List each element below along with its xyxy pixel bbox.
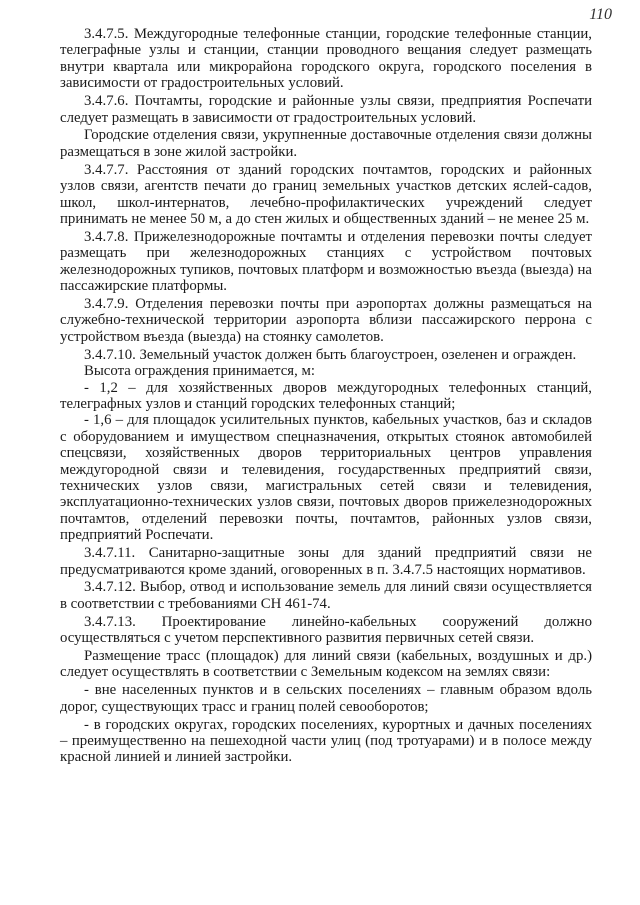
paragraph-3-4-7-8: 3.4.7.8. Прижелезнодорожные почтамты и отделения перевозки почты следует размещать при железнодорожных станциях с устройством почтовых железнодорожных тупиков, почтовых платформ и возможностью въезда (выезда) на пассажирские платформы. [60, 228, 592, 295]
paragraph-3-4-7-11: 3.4.7.11. Санитарно-защитные зоны для зданий предприятий связи не предусматриваются кроме зданий, оговоренных в п. 3.4.7.5 настоящих нормативов. [60, 545, 592, 578]
paragraph-3-4-7-5: 3.4.7.5. Междугородные телефонные станции, городские телефонные станции, телеграфные узлы и станции, станции проводного вещания следует размещать внутри квартала или микрорайона городского округа, городского поселения в зависимости от градостроительных условий. [60, 26, 592, 92]
list-item-urban-districts: - в городских округах, городских поселениях, курортных и дачных поселениях – преимущественно на пешеходной части улиц (под тротуарами) и в полосе между красной линией и линией застройки. [60, 716, 592, 766]
paragraph-3-4-7-7: 3.4.7.7. Расстояния от зданий городских почтамтов, городских и районных узлов связи, агентств печати до границ земельных участков детских яслей-садов, школ, школ-интернатов, лечебно-профилактических учреждений следует принимать не менее 50 м, а до стен жилых и общественных зданий – не менее 25 м. [60, 161, 592, 227]
list-item-fence-1-6: - 1,6 – для площадок усилительных пунктов, кабельных участков, баз и складов с оборудованием и имуществом спецназначения, открытых стоянок автомобилей спецсвязи, хозяйственных дворов территориальных центров управления междугородной связи и телевидения, государственных предприятий связи, технических узлов связи, магистральных сетей связи и телевидения, эксплуатационно-технических узлов связи, почтовых дворов прижелезнодорожных почтамтов, отделений перевозки почты, почтамтов, районных узлов связи, предприятий Роспечати. [60, 412, 592, 544]
paragraph-3-4-7-9: 3.4.7.9. Отделения перевозки почты при аэропортах должны размещаться на служебно-технической территории аэропорта вблизи пассажирского перрона с устройством въезда (выезда) на стоянку самолетов. [60, 296, 592, 345]
paragraph-route-placement: Размещение трасс (площадок) для линий связи (кабельных, воздушных и др.) следует осуществлять в соответствии с Земельным кодексом на землях связи: [60, 648, 592, 681]
paragraph-3-4-7-12: 3.4.7.12. Выбор, отвод и использование земель для линий связи осуществляется в соответствии с требованиями СН 461-74. [60, 579, 592, 612]
list-item-outside-settlements: - вне населенных пунктов и в сельских поселениях – главным образом вдоль дорог, существующих трасс и границ полей севооборотов; [60, 682, 592, 715]
paragraph-fence-height: Высота ограждения принимается, м: [84, 363, 315, 380]
paragraph-city-post-offices: Городские отделения связи, укрупненные доставочные отделения связи должны размещаться в зоне жилой застройки. [60, 127, 592, 160]
document-body [60, 26, 592, 767]
page-number: 110 [589, 6, 612, 23]
paragraph-3-4-7-13: 3.4.7.13. Проектирование линейно-кабельных сооружений должно осуществляться с учетом перспективного развития первичных сетей связи. [60, 613, 592, 647]
paragraph-3-4-7-6: 3.4.7.6. Почтамты, городские и районные узлы связи, предприятия Роспечати следует размещать в зависимости от градостроительных условий. [60, 93, 592, 126]
paragraph-3-4-7-10: 3.4.7.10. Земельный участок должен быть благоустроен, озеленен и огражден. [84, 346, 577, 363]
list-item-fence-1-2: - 1,2 – для хозяйственных дворов междугородных телефонных станций, телеграфных узлов и станций городских телефонных станций; [60, 379, 592, 412]
